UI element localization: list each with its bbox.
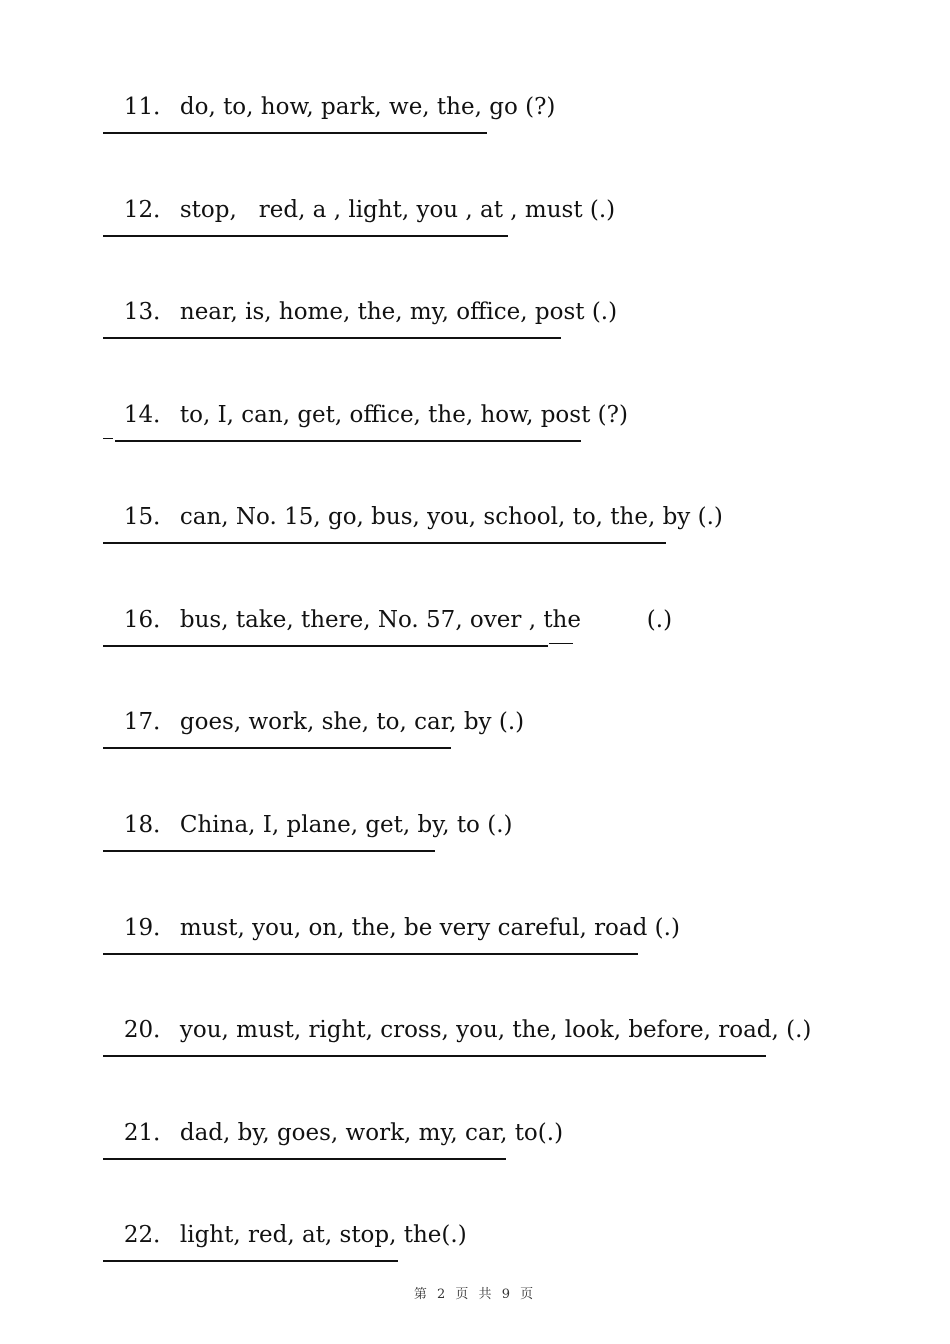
question-number: 13． xyxy=(123,299,177,325)
question-18 xyxy=(0,780,950,880)
question-words: stop, red, a , light, you , at , must (.) xyxy=(179,197,616,223)
question-text xyxy=(80,985,811,1075)
question-number: 16． xyxy=(123,607,177,633)
question-number: 14． xyxy=(123,402,177,428)
question-text xyxy=(80,780,512,870)
question-words: to, I, can, get, office, the, how, post (?) xyxy=(179,402,628,428)
question-text xyxy=(80,62,555,152)
question-number: 17． xyxy=(123,709,177,735)
answer-line[interactable] xyxy=(103,747,451,749)
question-13 xyxy=(0,267,950,367)
answer-line[interactable] xyxy=(103,953,638,955)
answer-line[interactable] xyxy=(103,542,666,544)
question-words: you, must, right, cross, you, the, look, before, road, (.) xyxy=(179,1017,812,1043)
question-21 xyxy=(0,1088,950,1188)
answer-line[interactable] xyxy=(103,1260,398,1262)
answer-line[interactable] xyxy=(103,337,561,339)
answer-line[interactable] xyxy=(103,850,435,852)
question-text xyxy=(80,883,680,973)
question-number: 12． xyxy=(123,197,177,223)
question-22 xyxy=(0,1190,950,1290)
question-number: 15． xyxy=(123,504,177,530)
question-words: China, I, plane, get, by, to (.) xyxy=(179,812,513,838)
page-footer: 第 2 页 共 9 页 xyxy=(413,1287,537,1302)
question-words: dad, by, goes, work, my, car, to(.) xyxy=(179,1120,564,1146)
answer-line[interactable] xyxy=(103,645,548,647)
answer-line[interactable] xyxy=(115,440,581,442)
answer-line[interactable] xyxy=(103,1055,766,1057)
question-text xyxy=(80,267,617,357)
question-words: must, you, on, the, be very careful, road (.) xyxy=(179,915,680,941)
question-text xyxy=(80,575,672,665)
answer-line-stub xyxy=(103,438,113,439)
question-text xyxy=(80,370,628,460)
question-number: 21． xyxy=(123,1120,177,1146)
question-17 xyxy=(0,677,950,777)
question-number: 20． xyxy=(123,1017,177,1043)
question-text xyxy=(80,1190,467,1280)
answer-line[interactable] xyxy=(103,1158,506,1160)
question-number: 18． xyxy=(123,812,177,838)
question-text xyxy=(80,165,615,255)
answer-line[interactable] xyxy=(103,132,487,134)
question-number: 11． xyxy=(123,94,177,120)
question-text xyxy=(80,677,524,767)
question-words: light, red, at, stop, the(.) xyxy=(179,1222,467,1248)
question-words: can, No. 15, go, bus, you, school, to, the, by (.) xyxy=(179,504,723,530)
question-number: 22． xyxy=(123,1222,177,1248)
question-words: do, to, how, park, we, the, go (?) xyxy=(179,94,556,120)
question-words: bus, take, there, No. 57, over , the (.) xyxy=(179,607,673,633)
question-words: near, is, home, the, my, office, post (.) xyxy=(179,299,618,325)
question-14 xyxy=(0,370,950,470)
answer-line[interactable] xyxy=(103,235,508,237)
question-words: goes, work, she, to, car, by (.) xyxy=(179,709,525,735)
question-text xyxy=(80,1088,563,1178)
question-19 xyxy=(0,883,950,983)
answer-line-stub xyxy=(549,643,573,644)
question-15 xyxy=(0,472,950,572)
question-20 xyxy=(0,985,950,1085)
question-number: 19． xyxy=(123,915,177,941)
question-text xyxy=(80,472,723,562)
question-11 xyxy=(0,62,950,162)
question-12 xyxy=(0,165,950,265)
question-16 xyxy=(0,575,950,675)
